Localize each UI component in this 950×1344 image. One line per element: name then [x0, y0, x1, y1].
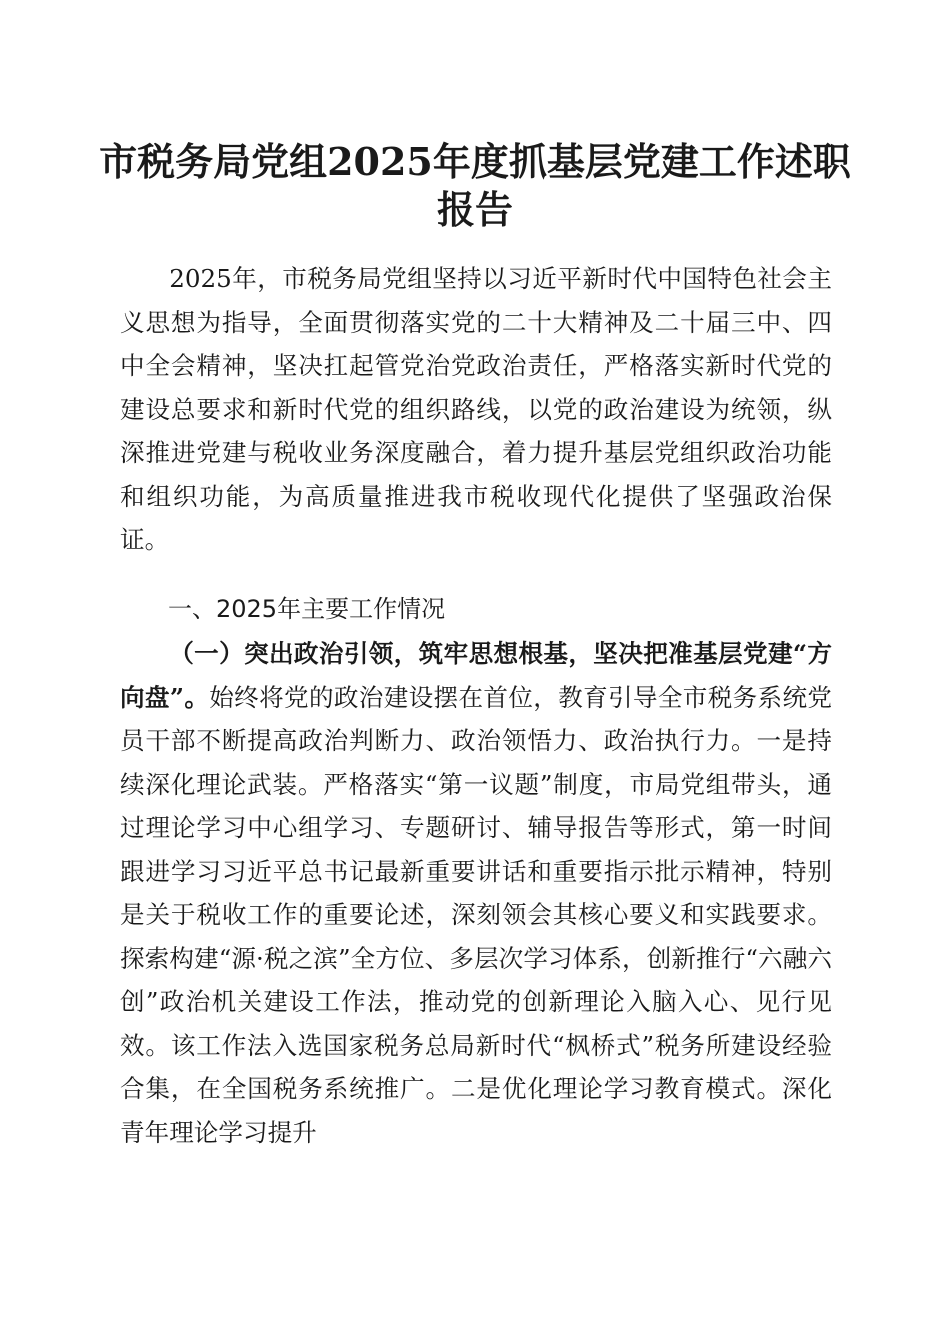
document-title [60, 138, 890, 234]
section-heading: 一、2025年主要工作情况 [168, 595, 446, 623]
document-title-line2: 报告 [436, 187, 513, 232]
subsection-body: 始终将党的政治建设摆在首位，教育引导全市税务系统党员干部不断提高政治判断力、政治领悟力、政治执行力。一是持续深化理论武装。严格落实“第一议题”制度，市局党组带头，通过理论学习中心组学习、专题研讨、辅导报告等形式，第一时间跟进学习习近平总书记最新重要讲话和重要指示批示精神，特别是关于税收工作的重要论述，深刻领会其核心要义和实践要求。探索构建“源·税之滨”全方位、多层次学习体系，创新推行“六融六创”政治机关建设工作法，推动党的创新理论入脑入心、见行见效。该工作法入选国家税务总局新时代“枫桥式”税务所建设经验合集，在全国税务系统推广。二是优化理论学习教育模式。深化青年理论学习提升 [120, 682, 832, 1147]
intro-paragraph: 2025年，市税务局党组坚持以习近平新时代中国特色社会主义思想为指导，全面贯彻落实党的二十大精神及二十届三中、四中全会精神，坚决扛起管党治党政治责任，严格落实新时代党的建设总要求和新时代党的组织路线，以党的政治建设为统领，纵深推进党建与税收业务深度融合，着力提升基层党组织政治功能和组织功能，为高质量推进我市税收现代化提供了坚强政治保证。 [120, 264, 832, 554]
subsection-heading: （一）突出政治引领，筑牢思想根基，坚决把准基层党建“方向盘”。 [120, 639, 832, 712]
subsection-paragraph [120, 632, 832, 1154]
document-title-line1: 市税务局党组2025年度抓基层党建工作述职 [99, 139, 851, 184]
